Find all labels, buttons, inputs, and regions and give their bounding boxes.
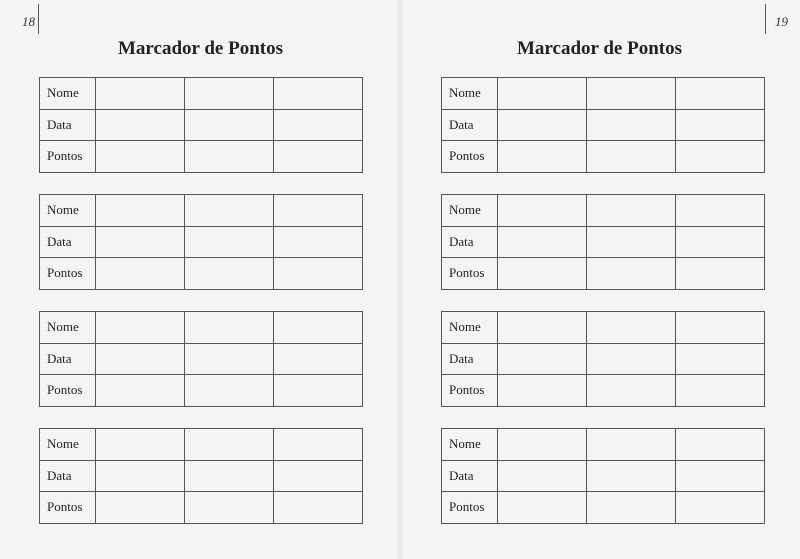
score-cell: [587, 492, 676, 524]
row-label-points: Pontos: [442, 492, 498, 524]
row-label-points: Pontos: [40, 141, 96, 173]
score-cell: [587, 460, 676, 492]
score-cell: [676, 343, 765, 375]
score-cell: [498, 78, 587, 110]
score-cell: [96, 226, 185, 258]
row-label-name: Nome: [40, 78, 96, 110]
row-label-name: Nome: [442, 78, 498, 110]
page-title: Marcador de Pontos: [516, 38, 682, 59]
table-row: [442, 258, 765, 290]
score-cell: [587, 109, 676, 141]
score-cell: [587, 141, 676, 173]
row-label-date: Data: [40, 226, 96, 258]
score-cell: [96, 375, 185, 407]
score-cell: [274, 492, 363, 524]
score-cell: [676, 492, 765, 524]
row-label-name: Nome: [442, 429, 498, 461]
score-cell: [274, 460, 363, 492]
score-cell: [498, 460, 587, 492]
score-cell: [676, 226, 765, 258]
score-cell: [185, 429, 274, 461]
score-cell: [498, 375, 587, 407]
table-row: [40, 312, 363, 344]
score-cell: [587, 226, 676, 258]
row-label-name: Nome: [442, 195, 498, 227]
page-number: 19: [775, 14, 788, 29]
row-label-points: Pontos: [40, 258, 96, 290]
score-cell: [676, 195, 765, 227]
score-cell: [274, 429, 363, 461]
table-row: [442, 109, 765, 141]
table-row: [442, 312, 765, 344]
score-cell: [96, 492, 185, 524]
table-row: [442, 343, 765, 375]
score-cell: [274, 78, 363, 110]
right-page: [401, 0, 800, 559]
table-row: [40, 195, 363, 227]
table-row: [40, 226, 363, 258]
score-table: [39, 428, 363, 524]
page-number-rule: [38, 4, 39, 34]
score-cell: [96, 141, 185, 173]
score-table: [441, 428, 765, 524]
table-row: [40, 78, 363, 110]
score-cell: [498, 195, 587, 227]
row-label-date: Data: [442, 343, 498, 375]
score-cell: [274, 141, 363, 173]
score-cell: [676, 141, 765, 173]
score-cell: [587, 195, 676, 227]
row-label-points: Pontos: [40, 492, 96, 524]
score-cell: [676, 429, 765, 461]
page-number-rule: [765, 4, 766, 34]
row-label-name: Nome: [40, 195, 96, 227]
score-cell: [274, 343, 363, 375]
score-table: [39, 311, 363, 407]
score-cell: [96, 109, 185, 141]
row-label-name: Nome: [40, 429, 96, 461]
table-row: [40, 375, 363, 407]
row-label-points: Pontos: [442, 258, 498, 290]
table-row: [442, 78, 765, 110]
score-table: [441, 194, 765, 290]
score-cell: [185, 109, 274, 141]
score-cell: [676, 375, 765, 407]
score-cell: [96, 78, 185, 110]
score-cell: [185, 492, 274, 524]
score-cell: [587, 312, 676, 344]
table-row: [40, 343, 363, 375]
score-cell: [185, 78, 274, 110]
score-cell: [587, 78, 676, 110]
score-cell: [587, 258, 676, 290]
score-cell: [676, 78, 765, 110]
row-label-points: Pontos: [40, 375, 96, 407]
score-cell: [185, 258, 274, 290]
score-cell: [498, 429, 587, 461]
score-cell: [274, 226, 363, 258]
score-cell: [498, 226, 587, 258]
page-number: 18: [22, 14, 35, 29]
row-label-name: Nome: [442, 312, 498, 344]
score-cell: [274, 258, 363, 290]
table-row: [442, 460, 765, 492]
score-cell: [274, 312, 363, 344]
score-cell: [185, 460, 274, 492]
row-label-date: Data: [442, 460, 498, 492]
table-row: [442, 375, 765, 407]
score-cell: [96, 429, 185, 461]
table-row: [40, 492, 363, 524]
score-cell: [185, 141, 274, 173]
score-cell: [96, 312, 185, 344]
table-row: [40, 109, 363, 141]
left-page: [0, 0, 399, 559]
page-title: Marcador de Pontos: [117, 38, 283, 59]
table-row: [40, 460, 363, 492]
score-cell: [274, 375, 363, 407]
score-cell: [676, 258, 765, 290]
score-cell: [185, 312, 274, 344]
score-cell: [274, 195, 363, 227]
row-label-date: Data: [442, 226, 498, 258]
score-cell: [498, 258, 587, 290]
score-cell: [676, 460, 765, 492]
score-cell: [676, 109, 765, 141]
score-cell: [96, 460, 185, 492]
score-cell: [185, 195, 274, 227]
score-cell: [498, 141, 587, 173]
score-cell: [185, 226, 274, 258]
table-row: [40, 429, 363, 461]
table-row: [40, 258, 363, 290]
score-cell: [498, 343, 587, 375]
row-label-points: Pontos: [442, 375, 498, 407]
table-row: [40, 141, 363, 173]
score-cell: [96, 258, 185, 290]
score-cell: [676, 312, 765, 344]
table-row: [442, 195, 765, 227]
score-table: [441, 311, 765, 407]
table-row: [442, 141, 765, 173]
row-label-date: Data: [40, 460, 96, 492]
score-cell: [587, 375, 676, 407]
row-label-points: Pontos: [442, 141, 498, 173]
score-cell: [587, 429, 676, 461]
score-table: [441, 77, 765, 173]
score-cell: [274, 109, 363, 141]
score-cell: [185, 343, 274, 375]
table-row: [442, 429, 765, 461]
score-cell: [587, 343, 676, 375]
row-label-name: Nome: [40, 312, 96, 344]
score-table: [39, 194, 363, 290]
score-cell: [185, 375, 274, 407]
score-cell: [96, 343, 185, 375]
table-row: [442, 226, 765, 258]
row-label-date: Data: [442, 109, 498, 141]
score-cell: [96, 195, 185, 227]
table-row: [442, 492, 765, 524]
score-cell: [498, 492, 587, 524]
score-table: [39, 77, 363, 173]
score-cell: [498, 312, 587, 344]
row-label-date: Data: [40, 109, 96, 141]
row-label-date: Data: [40, 343, 96, 375]
score-cell: [498, 109, 587, 141]
